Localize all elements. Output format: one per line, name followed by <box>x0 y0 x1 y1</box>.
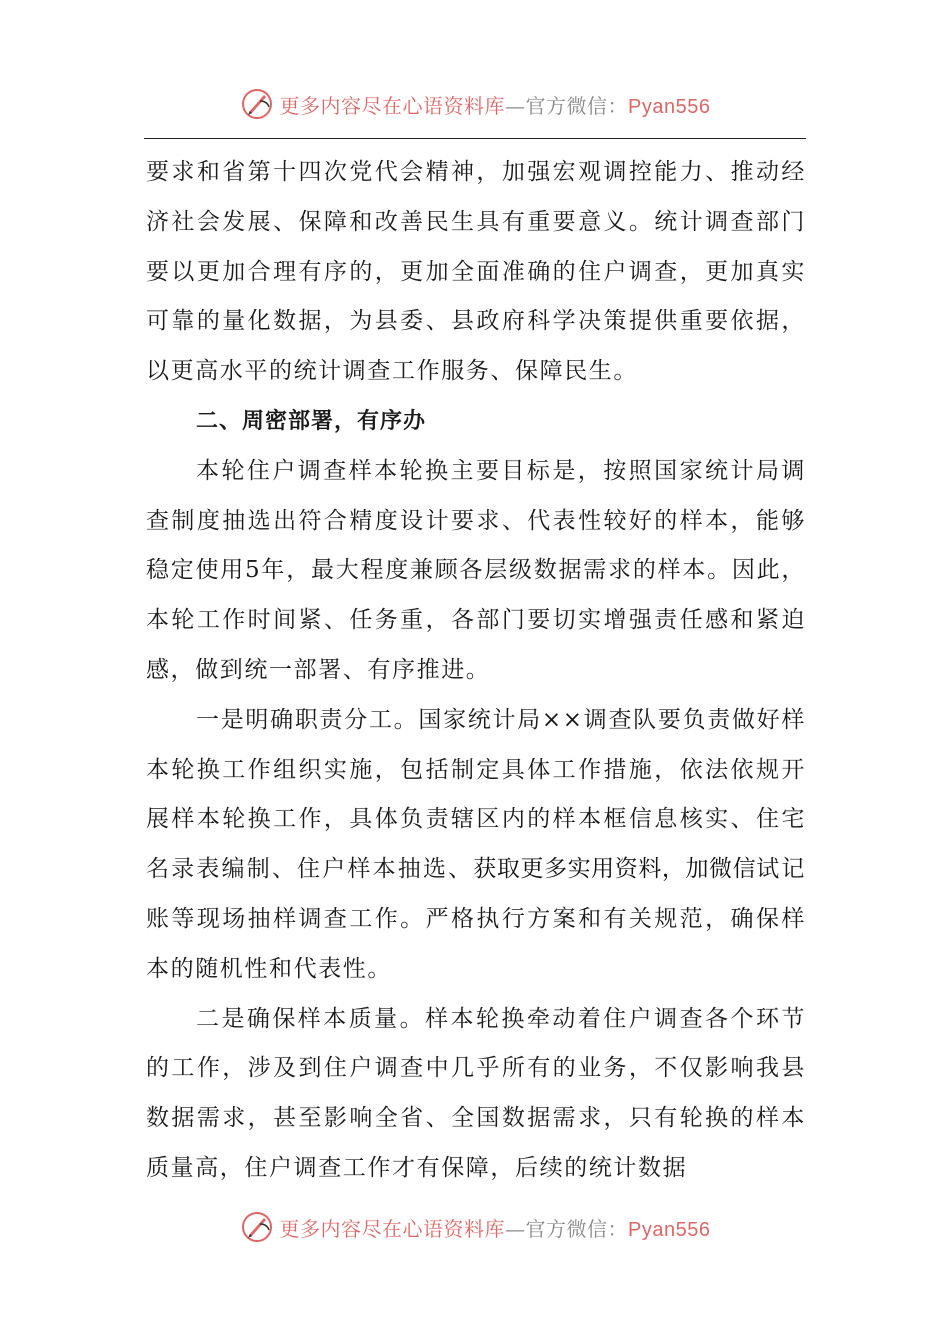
inline-ad-text: 获取更多实用资料，加微信 <box>473 856 757 883</box>
paragraph-4: 二是确保样本质量。样本轮换牵动着住户调查各个环节的工作，涉及到住户调查中几乎所有的业务，不仅影响我县数据需求，甚至影响全省、全国数据需求，只有轮换的样本质量高，住户调查工作才有保障，后续的统计数据 <box>146 1005 806 1181</box>
header-banner-slogan: 更多内容尽在心语资料库 <box>279 93 506 118</box>
paragraph-3-text-a: 一是明确职责分工。国家统计局××调查队要负责做好样本轮换工作组织实施，包括制定具体工作措施，依法依规开展样本轮换工作，具体负责辖区内的样本框信息核实、住宅名录表编制、住户样本抽选、 <box>146 706 806 883</box>
header-wechat-label: 官方微信： <box>525 93 629 118</box>
header-divider <box>144 138 806 139</box>
header-banner-text <box>280 90 711 119</box>
footer-banner-slogan: 更多内容尽在心语资料库 <box>279 1216 506 1241</box>
paragraph-3-text-b: 试记账等现场抽样调查工作。严格执行方案和有关规范，确保样本的随机性和代表性。 <box>146 856 806 982</box>
quill-logo-icon <box>240 87 274 121</box>
footer-banner-separator: — <box>505 1216 526 1241</box>
footer-wechat-label: 官方微信： <box>525 1216 629 1241</box>
paragraph-1: 要求和省第十四次党代会精神，加强宏观调控能力、推动经济社会发展、保障和改善民生具有重要意义。统计调查部门要以更加合理有序的，更加全面准确的住户调查，更加真实可靠的量化数据，为县委、县政府科学决策提供重要依据，以更高水平的统计调查工作服务、保障民生。 <box>146 159 806 385</box>
header-banner <box>0 84 950 124</box>
header-banner-separator: — <box>505 93 526 118</box>
footer-banner <box>0 1207 950 1247</box>
paragraph-3 <box>146 696 806 995</box>
footer-wechat-handle: Pyan556 <box>628 1218 711 1241</box>
footer-banner-text <box>280 1213 711 1242</box>
header-wechat-handle: Pyan556 <box>628 95 711 118</box>
document-body <box>146 148 806 1194</box>
section-heading-2: 二、周密部署，有序办 <box>196 408 427 434</box>
paragraph-2: 本轮住户调查样本轮换主要目标是，按照国家统计局调查制度抽选出符合精度设计要求、代表性较好的样本，能够稳定使用5年，最大程度兼顾各层级数据需求的样本。因此，本轮工作时间紧、任务重，各部门要切实增强责任感和紧迫感，做到统一部署、有序推进。 <box>146 457 806 683</box>
quill-logo-icon <box>240 1210 274 1244</box>
